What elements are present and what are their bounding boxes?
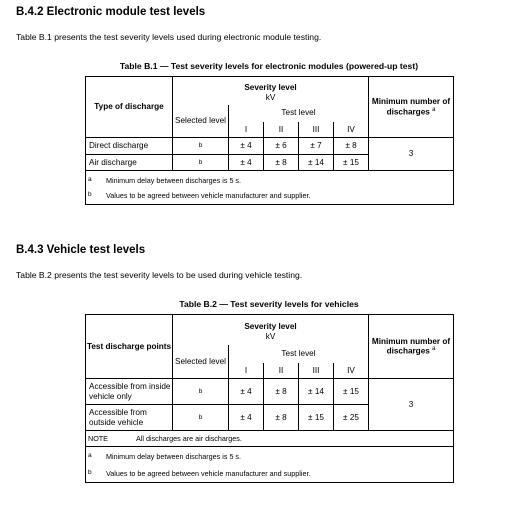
section-intro-b43: Table B.2 presents the test severity levels to be used during vehicle testing. xyxy=(16,270,303,280)
value-cell: ± 14 xyxy=(299,155,334,171)
selected-level: b xyxy=(173,138,229,155)
table-caption-b2: Table B.2 — Test severity levels for vehicles xyxy=(179,299,359,309)
col-header-selected: Selected level xyxy=(173,105,229,138)
table-row xyxy=(86,379,454,405)
value-cell: ± 4 xyxy=(229,379,264,405)
footnote-b: b Values to be agreed between vehicle manufacturer and supplier. xyxy=(86,465,454,483)
value-cell: ± 7 xyxy=(299,138,334,155)
value-cell: ± 15 xyxy=(334,155,369,171)
col-header-test-level: Test level xyxy=(229,345,369,363)
selected-level: b xyxy=(173,155,229,171)
footnote-b: b Values to be agreed between vehicle manufacturer and supplier. xyxy=(86,188,454,205)
level-header-1: I xyxy=(229,122,264,138)
table-b2 xyxy=(85,314,454,483)
level-header-4: IV xyxy=(334,122,369,138)
level-header-3: III xyxy=(299,363,334,379)
table-note: NOTE All discharges are air discharges. xyxy=(86,431,454,447)
value-cell: ± 8 xyxy=(264,405,299,431)
col-header-severity: Severity level kV xyxy=(173,315,369,345)
value-cell: ± 4 xyxy=(229,405,264,431)
footnote-a: a Minimum delay between discharges is 5 s. xyxy=(86,171,454,188)
value-cell: ± 15 xyxy=(334,379,369,405)
table-caption-b1: Table B.1 — Test severity levels for electronic modules (powered-up test) xyxy=(119,61,419,71)
value-cell: ± 4 xyxy=(229,155,264,171)
value-cell: ± 25 xyxy=(334,405,369,431)
col-header-type: Test discharge points xyxy=(86,315,173,379)
row-label: Air discharge xyxy=(86,155,173,171)
table-b1 xyxy=(85,76,454,205)
value-cell: ± 6 xyxy=(264,138,299,155)
value-cell: ± 8 xyxy=(264,155,299,171)
col-header-type: Type of discharge xyxy=(86,77,173,138)
selected-level: b xyxy=(173,379,229,405)
value-cell: ± 4 xyxy=(229,138,264,155)
section-heading-b42: B.4.2 Electronic module test levels xyxy=(16,6,206,18)
value-cell: ± 8 xyxy=(334,138,369,155)
col-header-severity: Severity level kV xyxy=(173,77,369,105)
section-heading-b43: B.4.3 Vehicle test levels xyxy=(16,244,146,256)
level-header-2: II xyxy=(264,122,299,138)
col-header-selected: Selected level xyxy=(173,345,229,379)
col-header-min: Minimum number of discharges $^a$ xyxy=(369,315,454,379)
level-header-1: I xyxy=(229,363,264,379)
level-header-4: IV xyxy=(334,363,369,379)
col-header-test-level: Test level xyxy=(229,105,369,122)
min-discharges-value: 3 xyxy=(369,138,454,171)
row-label: Direct discharge xyxy=(86,138,173,155)
min-discharges-value: 3 xyxy=(369,379,454,431)
value-cell: ± 15 xyxy=(299,405,334,431)
section-intro-b42: Table B.1 presents the test severity levels used during electronic module testing. xyxy=(16,32,322,42)
row-label: Accessible from inside vehicle only xyxy=(86,379,173,405)
value-cell: ± 8 xyxy=(264,379,299,405)
value-cell: ± 14 xyxy=(299,379,334,405)
row-label: Accessible from outside vehicle xyxy=(86,405,173,431)
col-header-min: Minimum number of discharges $^a$ xyxy=(369,77,454,138)
level-header-3: III xyxy=(299,122,334,138)
selected-level: b xyxy=(173,405,229,431)
table-row xyxy=(86,138,454,155)
footnote-a: a Minimum delay between discharges is 5 s. xyxy=(86,447,454,465)
level-header-2: II xyxy=(264,363,299,379)
